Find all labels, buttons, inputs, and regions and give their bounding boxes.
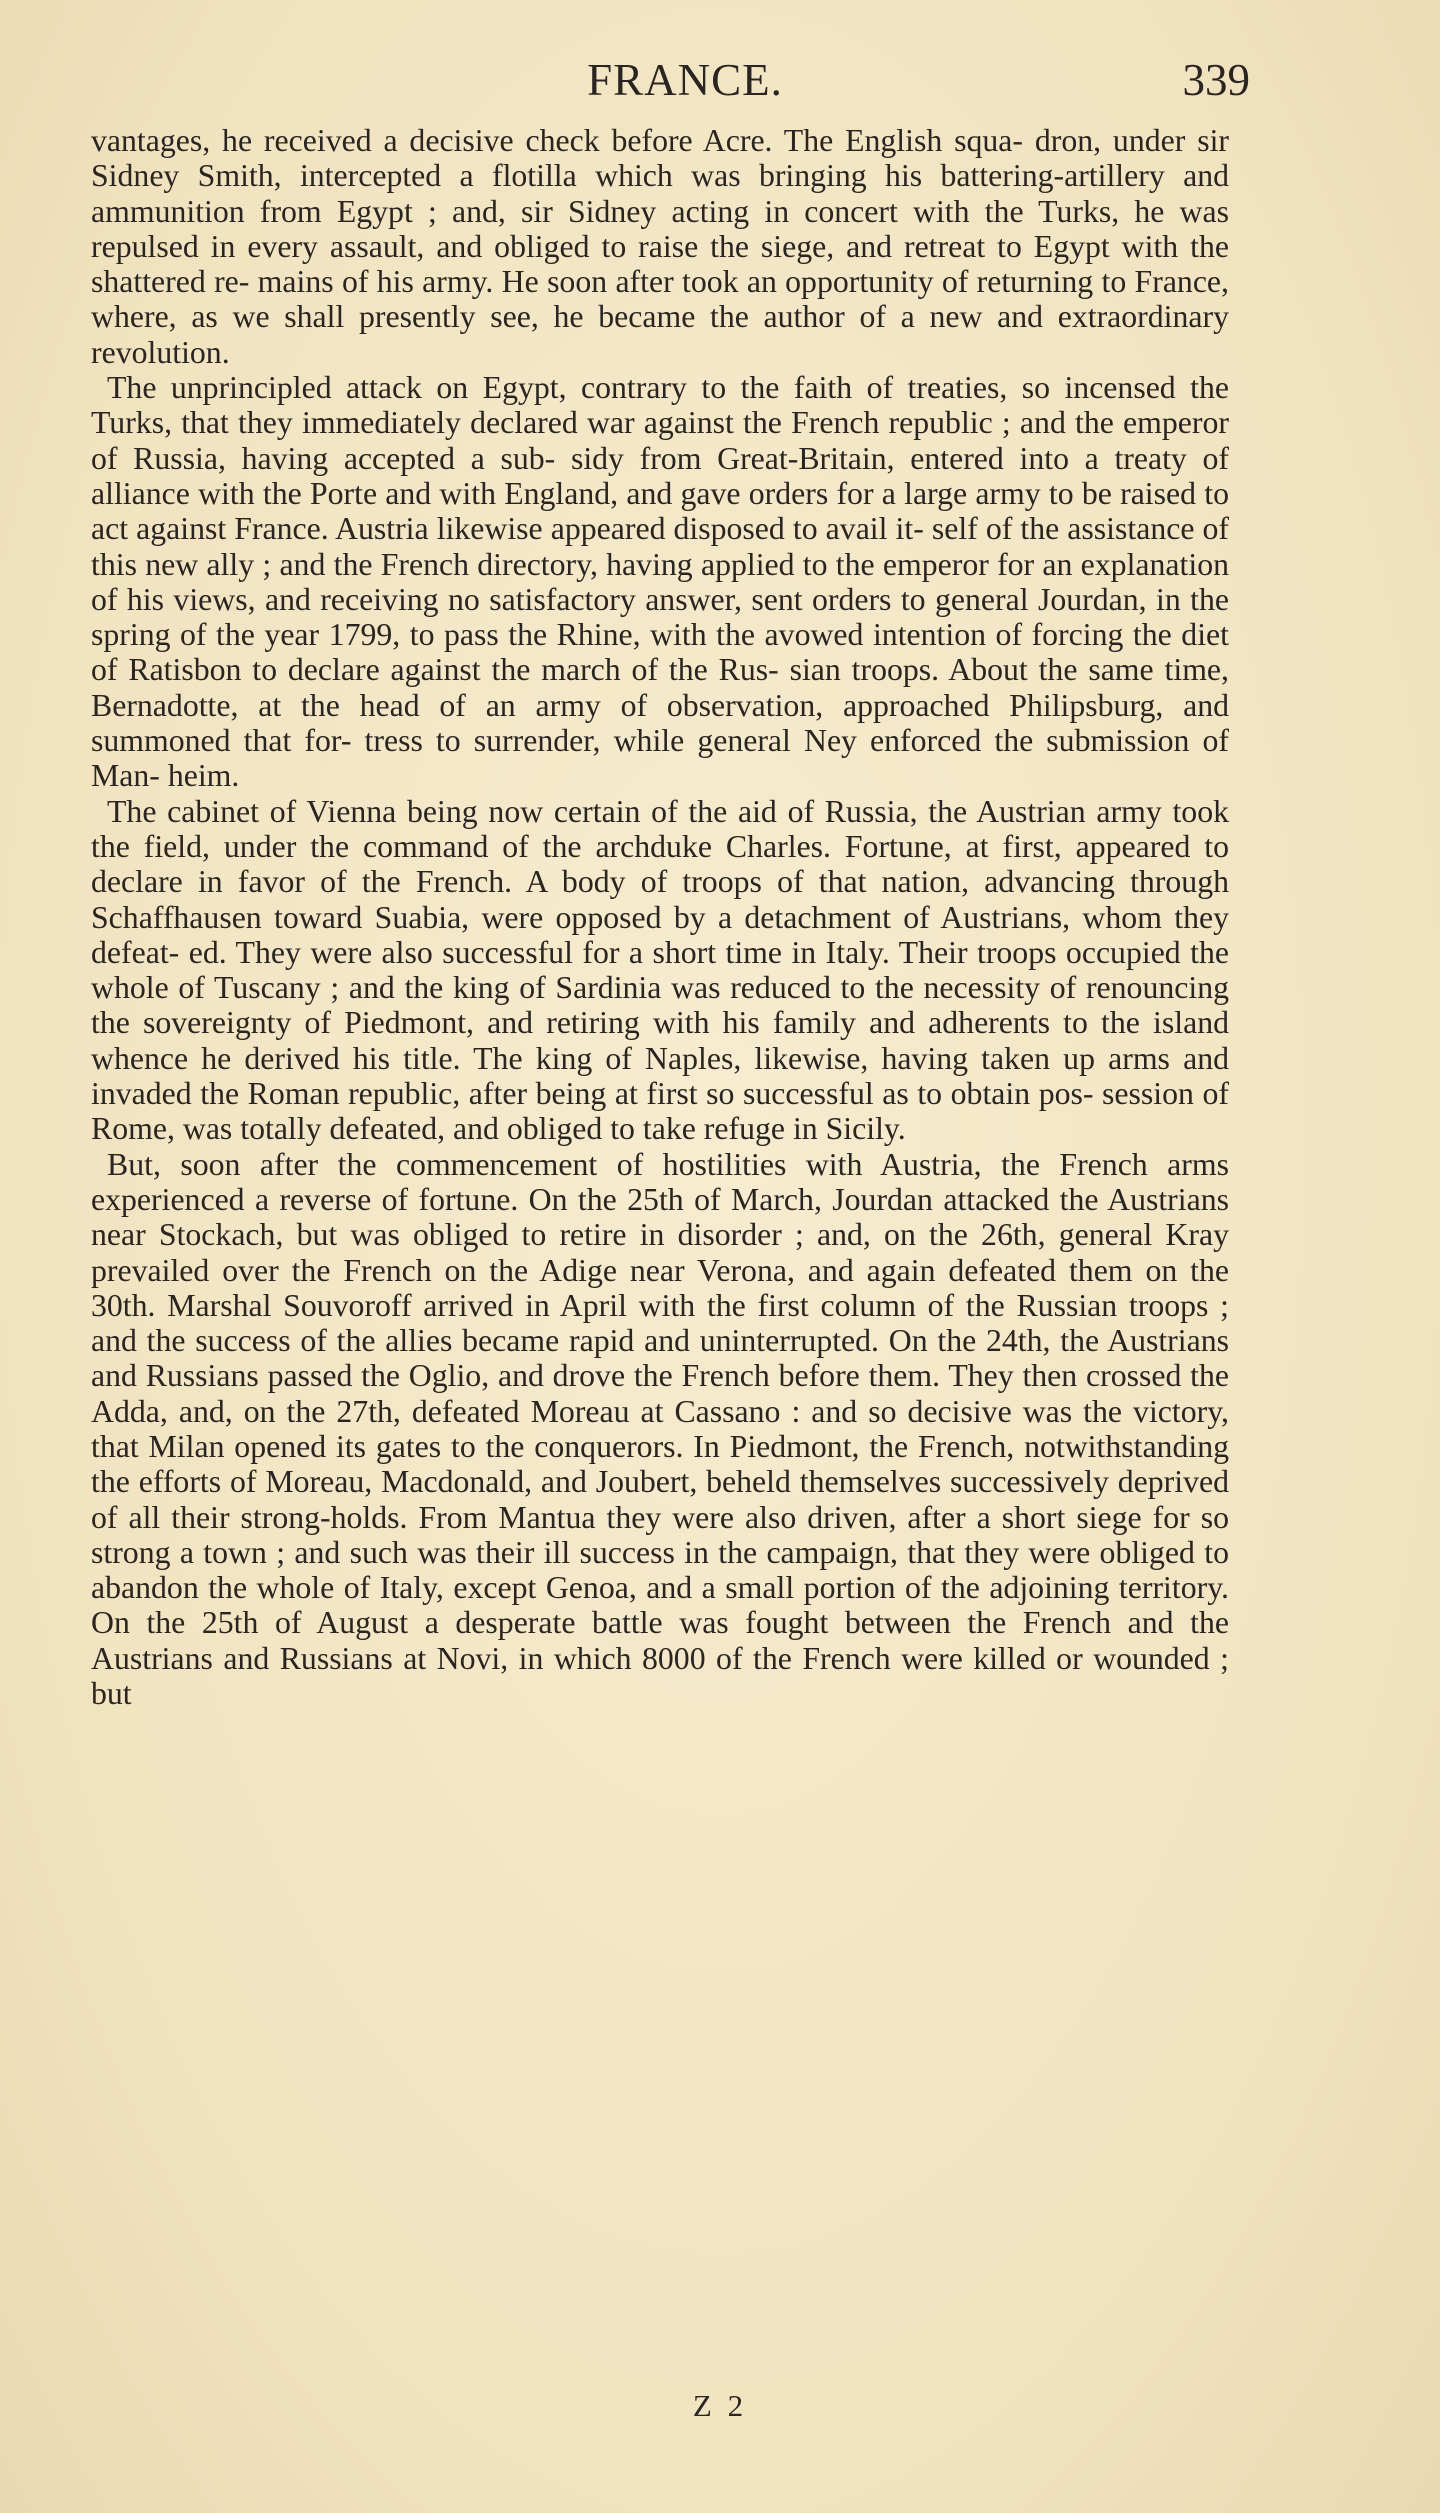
paragraph-3: The cabinet of Vienna being now certain of the aid of Russia, the Austrian army took the field, under the command of the archduke Charles. Fortune, at first, appeared to declare in favor of the French. A body of troops of that nation, advancing through Schaffhausen toward Suabia, were opposed by a detachment of Austrians, whom they defeat- ed. They were also successful for a short time in Italy. Their troops occupied the whole of Tuscany ; and the king of Sardinia was reduced to the necessity of renouncing the sovereignty of Piedmont, and retiring with his family and adherents to the island whence he derived his title. The king of Naples, likewise, having taken up arms and invaded the Roman republic, after being at first so successful as to obtain pos- session of Rome, was totally defeated, and obliged to take refuge in Sicily. bbox=[91, 793, 1229, 1147]
paragraph-4: But, soon after the commencement of hostilities with Austria, the French arms experienced a reverse of fortune. On the 25th of March, Jourdan attacked the Austrians near Stockach, but was obliged to retire in disorder ; and, on the 26th, general Kray prevailed over the French on the Adige near Verona, and again defeated them on the 30th. Marshal Souvoroff arrived in April with the first column of the Russian troops ; and the success of the allies became rapid and uninterrupted. On the 24th, the Austrians and Russians passed the Oglio, and drove the French before them. They then crossed the Adda, and, on the 27th, defeated Moreau at Cassano : and so decisive was the victory, that Milan opened its gates to the conquerors. In Piedmont, the French, notwithstanding the efforts of Moreau, Macdonald, and Joubert, beheld themselves successively deprived of all their strong-holds. From Mantua they were also driven, after a short siege for so strong a town ; and such was their ill success in the campaign, that they were obliged to abandon the whole of Italy, except Genoa, and a small portion of the adjoining territory. On the 25th of August a desperate battle was fought between the French and the Austrians and Russians at Novi, in which 8000 of the French were killed or wounded ; but bbox=[91, 1146, 1229, 1712]
running-head bbox=[120, 50, 1250, 110]
paragraph-2: The unprincipled attack on Egypt, contrary to the faith of treaties, so incensed the Turks, that they immediately declared war against the French republic ; and the emperor of Russia, having accepted a sub- sidy from Great-Britain, entered into a treaty of alliance with the Porte and with England, and gave orders for a large army to be raised to act against France. Austria likewise appeared disposed to avail it- self of the assistance of this new ally ; and the French directory, having applied to the emperor for an explanation of his views, and receiving no satisfactory answer, sent orders to general Jourdan, in the spring of the year 1799, to pass the Rhine, with the avowed intention of forcing the diet of Ratisbon to declare against the march of the Rus- sian troops. About the same time, Bernadotte, at the head of an army of observation, approached Philipsburg, and summoned that for- tress to surrender, while general Ney enforced the submission of Man- heim. bbox=[91, 370, 1229, 794]
page-title: FRANCE. bbox=[587, 55, 783, 105]
paragraph-1: vantages, he received a decisive check before Acre. The English squa- dron, under sir Sidney Smith, intercepted a flotilla which was bringing his battering-artillery and ammunition from Egypt ; and, sir Sidney acting in concert with the Turks, he was repulsed in every assault, and obliged to raise the siege, and retreat to Egypt with the shattered re- mains of his army. He soon after took an opportunity of returning to France, where, as we shall presently see, he became the author of a new and extraordinary revolution. bbox=[91, 123, 1229, 370]
text-column bbox=[91, 123, 1229, 1711]
signature-mark: Z 2 bbox=[692, 2388, 748, 2423]
page-number: 339 bbox=[1182, 55, 1250, 105]
